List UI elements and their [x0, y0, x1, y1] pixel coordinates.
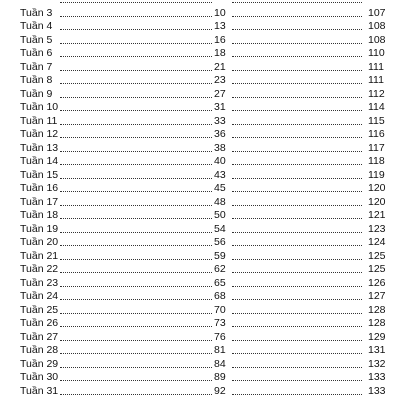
dot-leader [60, 299, 212, 300]
dot-leader [60, 245, 212, 246]
dot-leader [60, 16, 212, 17]
dot-leader [60, 110, 212, 111]
toc-row [0, 371, 400, 385]
toc-row [0, 277, 400, 291]
toc-page-2: 115 [368, 114, 385, 127]
dot-leader [232, 272, 362, 273]
toc-row [0, 385, 400, 399]
toc-label: Tuần 5 [20, 33, 53, 46]
dot-leader [232, 232, 362, 233]
toc-page-2: 114 [368, 101, 385, 113]
dot-leader [60, 43, 212, 44]
toc-page-1: 13 [214, 20, 226, 32]
toc-label: Tuần 12 [20, 128, 59, 140]
dot-leader [232, 151, 362, 152]
toc-label: Tuần 24 [20, 290, 59, 302]
dot-leader [232, 124, 362, 125]
toc-row [0, 155, 400, 169]
dot-leader [60, 259, 212, 260]
toc-page-2: 110 [368, 47, 385, 59]
toc-label: Tuần 31 [20, 384, 59, 397]
toc-label: Tuần 20 [20, 236, 59, 248]
toc-page-2: 133 [368, 371, 386, 383]
dot-leader [232, 353, 362, 354]
dot-leader [60, 29, 212, 30]
dot-leader [232, 178, 362, 179]
toc-label: Tuần 4 [20, 20, 53, 32]
toc-page-1: 31 [214, 101, 226, 113]
toc-page-1: 68 [214, 290, 226, 302]
toc-page-2: 123 [368, 222, 386, 235]
dot-leader [60, 353, 212, 354]
toc-page-2: 131 [368, 344, 386, 356]
dot-leader [232, 218, 362, 219]
toc-page-1: 84 [214, 357, 226, 370]
dot-leader [232, 110, 362, 111]
dot-leader [60, 326, 212, 327]
dot-leader [232, 326, 362, 327]
toc-label: Tuần 9 [20, 87, 53, 100]
dot-leader [60, 205, 212, 206]
toc-row [0, 74, 400, 88]
dot-leader [60, 70, 212, 71]
dot-leader [60, 178, 212, 179]
toc-page-1: 23 [214, 74, 226, 86]
toc-row [0, 34, 400, 48]
toc-row [0, 236, 400, 250]
toc-page-2: 111 [368, 60, 384, 73]
toc-page-1: 33 [214, 114, 226, 127]
dot-leader [232, 340, 362, 341]
toc-label: Tuần 23 [20, 276, 59, 289]
dot-leader [60, 124, 212, 125]
toc-label: Tuần 6 [20, 47, 53, 59]
dot-leader [60, 137, 212, 138]
toc-page-1: 65 [214, 276, 226, 289]
toc-label: Tuần 18 [20, 209, 59, 221]
dot-leader [232, 205, 362, 206]
dot-leader [232, 286, 362, 287]
toc-page-2: 132 [368, 357, 386, 370]
toc-row [0, 47, 400, 61]
toc-page-2: 119 [368, 168, 385, 181]
toc-label: Tuần 13 [20, 141, 59, 154]
dot-leader [60, 83, 212, 84]
dot-leader [232, 164, 362, 165]
dot-leader [60, 151, 212, 152]
toc-page-1: 92 [214, 384, 226, 397]
toc-page-1: 70 [214, 303, 226, 316]
dot-leader [232, 191, 362, 192]
toc-page-2: 118 [368, 155, 385, 167]
dot-leader [232, 299, 362, 300]
toc-label: Tuần 30 [20, 371, 59, 383]
dot-leader [232, 2, 362, 3]
toc-label: Tuần 14 [20, 155, 59, 167]
toc-page-1: 81 [214, 344, 226, 356]
toc-page-1: 21 [214, 60, 226, 73]
toc-row [0, 223, 400, 237]
toc-page-2: 108 [368, 33, 386, 46]
dot-leader [232, 43, 362, 44]
toc-row [0, 290, 400, 304]
dot-leader [60, 97, 212, 98]
toc-row [0, 344, 400, 358]
toc-row [0, 7, 400, 21]
toc-row [0, 20, 400, 34]
toc-page-1: 38 [214, 141, 226, 154]
toc-label: Tuần 3 [20, 6, 53, 19]
toc-page-1: 43 [214, 168, 226, 181]
dot-leader [60, 2, 212, 3]
toc-page-2: 120 [368, 182, 386, 194]
dot-leader [232, 380, 362, 381]
toc-row [0, 61, 400, 75]
toc-page-2: 120 [368, 195, 386, 208]
toc-label: Tuần 22 [20, 263, 59, 275]
dot-leader [232, 245, 362, 246]
dot-leader [60, 380, 212, 381]
dot-leader [60, 367, 212, 368]
toc-page-2: 107 [368, 6, 386, 19]
toc-row [0, 317, 400, 331]
toc-label: Tuần 15 [20, 168, 59, 181]
toc-page-1: 50 [214, 209, 226, 221]
toc-row [0, 101, 400, 115]
toc-page-2: 111 [368, 74, 384, 86]
toc-page-1: 76 [214, 330, 226, 343]
dot-leader [60, 191, 212, 192]
toc-page-2: 124 [368, 236, 386, 248]
toc-page-2: 127 [368, 290, 386, 302]
toc-page-1: 18 [214, 47, 226, 59]
dot-leader [232, 313, 362, 314]
toc-row [0, 182, 400, 196]
dot-leader [232, 16, 362, 17]
dot-leader [232, 70, 362, 71]
dot-leader [232, 29, 362, 30]
toc-row [0, 169, 400, 183]
dot-leader [60, 340, 212, 341]
toc-page-1: 56 [214, 236, 226, 248]
dot-leader [232, 137, 362, 138]
toc-page-1: 36 [214, 128, 226, 140]
toc-page-2: 112 [368, 87, 385, 100]
toc-label: Tuần 29 [20, 357, 59, 370]
toc-label: Tuần 17 [20, 195, 59, 208]
toc-row [0, 304, 400, 318]
toc-page-2: 126 [368, 276, 386, 289]
toc-label: Tuần 25 [20, 303, 59, 316]
dot-leader [60, 164, 212, 165]
toc-label: Tuần 28 [20, 344, 59, 356]
dot-leader [60, 286, 212, 287]
toc-page-2: 117 [368, 141, 385, 154]
toc-row [0, 250, 400, 264]
toc-page-1: 54 [214, 222, 226, 235]
toc-page-1: 16 [214, 33, 226, 46]
toc-page-1: 40 [214, 155, 226, 167]
toc-page-1: 73 [214, 317, 226, 329]
dot-leader [60, 313, 212, 314]
toc-label: Tuần 19 [20, 222, 59, 235]
toc-label: Tuần 26 [20, 317, 59, 329]
toc-page-1: 27 [214, 87, 226, 100]
toc-page-2: 129 [368, 330, 386, 343]
toc-label: Tuần 10 [20, 101, 59, 113]
toc-page-2: 108 [368, 20, 386, 32]
toc-page-2: 125 [368, 263, 386, 275]
toc-row [0, 88, 400, 102]
toc-row [0, 128, 400, 142]
toc-label: Tuần 21 [20, 249, 59, 262]
toc-row [0, 209, 400, 223]
toc-page-2: 116 [368, 128, 385, 140]
dot-leader [232, 97, 362, 98]
dot-leader [232, 83, 362, 84]
dot-leader [60, 272, 212, 273]
toc-page-1: 10 [214, 6, 226, 19]
toc-row [0, 358, 400, 372]
toc-row [0, 142, 400, 156]
toc-label: Tuần 27 [20, 330, 59, 343]
toc-label: Tuần 8 [20, 74, 53, 86]
toc-label: Tuần 11 [20, 114, 58, 127]
toc-page-1: 48 [214, 195, 226, 208]
toc-page-1: 62 [214, 263, 226, 275]
toc-label: Tuần 16 [20, 182, 59, 194]
dot-leader [60, 218, 212, 219]
dot-leader [60, 56, 212, 57]
dot-leader [232, 367, 362, 368]
toc-page-1: 45 [214, 182, 226, 194]
toc-row [0, 115, 400, 129]
toc-page-1: 89 [214, 371, 226, 383]
toc-label: Tuần 7 [20, 60, 53, 73]
toc-page-2: 128 [368, 317, 386, 329]
toc-page-1: 59 [214, 249, 226, 262]
toc-row [0, 196, 400, 210]
dot-leader [232, 56, 362, 57]
dot-leader [232, 259, 362, 260]
toc-page-2: 121 [368, 209, 386, 221]
toc-page-2: 125 [368, 249, 386, 262]
dot-leader [232, 394, 362, 395]
dot-leader [60, 394, 212, 395]
dot-leader [60, 232, 212, 233]
toc-page-2: 133 [368, 384, 386, 397]
toc-row [0, 331, 400, 345]
toc-page-2: 128 [368, 303, 386, 316]
toc-row [0, 263, 400, 277]
